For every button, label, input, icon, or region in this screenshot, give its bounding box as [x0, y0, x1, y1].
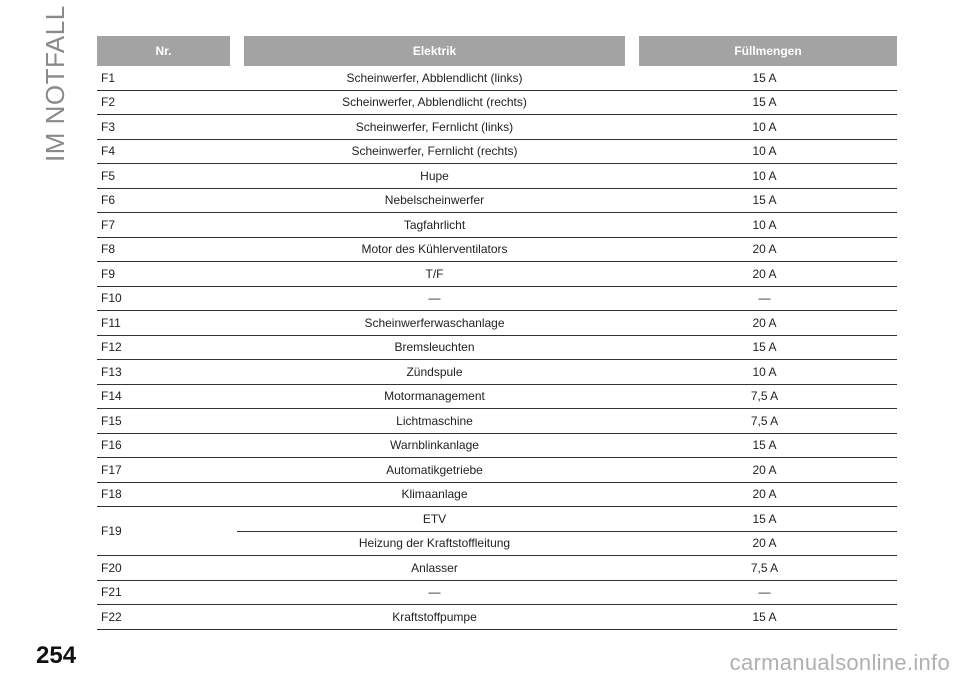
table-row	[97, 139, 897, 164]
cell-fuellmengen: 10 A	[632, 164, 897, 189]
table-row	[97, 482, 897, 507]
cell-elektrik: T/F	[237, 262, 632, 287]
cell-elektrik: Tagfahrlicht	[237, 213, 632, 238]
cell-nr: F20	[97, 556, 237, 581]
cell-elektrik: Warnblinkanlage	[237, 433, 632, 458]
cell-elektrik: Scheinwerferwaschanlage	[237, 311, 632, 336]
cell-fuellmengen: 15 A	[632, 507, 897, 532]
table-row	[97, 262, 897, 287]
watermark: carmanualsonline.info	[729, 650, 950, 675]
cell-fuellmengen: 20 A	[632, 531, 897, 556]
cell-fuellmengen: 10 A	[632, 213, 897, 238]
cell-elektrik: Scheinwerfer, Fernlicht (rechts)	[237, 139, 632, 164]
cell-elektrik: Heizung der Kraftstoffleitung	[237, 531, 632, 556]
cell-fuellmengen: 15 A	[632, 335, 897, 360]
cell-nr: F8	[97, 237, 237, 262]
cell-nr: F3	[97, 115, 237, 140]
cell-nr: F11	[97, 311, 237, 336]
table-row	[97, 433, 897, 458]
cell-elektrik: Scheinwerfer, Abblendlicht (rechts)	[237, 90, 632, 115]
cell-nr: F1	[97, 66, 237, 90]
page-number: 254	[36, 642, 77, 669]
table-row	[97, 213, 897, 238]
cell-elektrik: —	[237, 580, 632, 605]
cell-elektrik: Kraftstoffpumpe	[237, 605, 632, 630]
table-row	[97, 360, 897, 385]
cell-nr: F21	[97, 580, 237, 605]
cell-elektrik: Anlasser	[237, 556, 632, 581]
header-fuellmengen: Füllmengen	[632, 36, 897, 66]
table-row	[97, 188, 897, 213]
fuse-table	[97, 36, 897, 630]
cell-fuellmengen: —	[632, 580, 897, 605]
cell-elektrik: Motormanagement	[237, 384, 632, 409]
header-elektrik: Elektrik	[237, 36, 632, 66]
table-row	[97, 384, 897, 409]
cell-elektrik: Lichtmaschine	[237, 409, 632, 434]
cell-nr: F19	[97, 507, 237, 556]
cell-fuellmengen: —	[632, 286, 897, 311]
cell-fuellmengen: 10 A	[632, 139, 897, 164]
cell-nr: F10	[97, 286, 237, 311]
cell-nr: F9	[97, 262, 237, 287]
cell-nr: F7	[97, 213, 237, 238]
cell-fuellmengen: 20 A	[632, 458, 897, 483]
cell-elektrik: —	[237, 286, 632, 311]
cell-fuellmengen: 15 A	[632, 605, 897, 630]
cell-fuellmengen: 10 A	[632, 360, 897, 385]
cell-fuellmengen: 20 A	[632, 237, 897, 262]
table-row	[97, 605, 897, 630]
cell-nr: F5	[97, 164, 237, 189]
cell-fuellmengen: 15 A	[632, 188, 897, 213]
cell-nr: F6	[97, 188, 237, 213]
cell-fuellmengen: 7,5 A	[632, 384, 897, 409]
table-row	[97, 66, 897, 90]
cell-fuellmengen: 20 A	[632, 311, 897, 336]
cell-elektrik: Scheinwerfer, Fernlicht (links)	[237, 115, 632, 140]
cell-nr: F15	[97, 409, 237, 434]
table-row	[97, 311, 897, 336]
table-row	[97, 237, 897, 262]
cell-nr: F12	[97, 335, 237, 360]
header-nr: Nr.	[97, 36, 237, 66]
cell-elektrik: Bremsleuchten	[237, 335, 632, 360]
table-header	[97, 36, 897, 66]
cell-fuellmengen: 15 A	[632, 90, 897, 115]
cell-elektrik: Motor des Kühlerventilators	[237, 237, 632, 262]
cell-nr: F16	[97, 433, 237, 458]
table-row	[97, 458, 897, 483]
cell-elektrik: Klimaanlage	[237, 482, 632, 507]
cell-nr: F17	[97, 458, 237, 483]
table-row	[97, 164, 897, 189]
table-row	[97, 556, 897, 581]
cell-fuellmengen: 7,5 A	[632, 409, 897, 434]
cell-elektrik: Scheinwerfer, Abblendlicht (links)	[237, 66, 632, 90]
cell-nr: F13	[97, 360, 237, 385]
cell-elektrik: ETV	[237, 507, 632, 532]
cell-fuellmengen: 15 A	[632, 66, 897, 90]
cell-elektrik: Nebelscheinwerfer	[237, 188, 632, 213]
table-row	[97, 580, 897, 605]
cell-nr: F4	[97, 139, 237, 164]
section-title: IM NOTFALL	[40, 5, 70, 162]
cell-fuellmengen: 20 A	[632, 262, 897, 287]
table-row	[97, 286, 897, 311]
cell-nr: F18	[97, 482, 237, 507]
cell-elektrik: Hupe	[237, 164, 632, 189]
cell-elektrik: Zündspule	[237, 360, 632, 385]
cell-fuellmengen: 20 A	[632, 482, 897, 507]
table-row	[97, 507, 897, 532]
cell-nr: F22	[97, 605, 237, 630]
cell-fuellmengen: 7,5 A	[632, 556, 897, 581]
cell-nr: F2	[97, 90, 237, 115]
cell-fuellmengen: 10 A	[632, 115, 897, 140]
cell-elektrik: Automatikgetriebe	[237, 458, 632, 483]
cell-nr: F14	[97, 384, 237, 409]
cell-fuellmengen: 15 A	[632, 433, 897, 458]
table-row	[97, 115, 897, 140]
table-row	[97, 335, 897, 360]
table-row	[97, 409, 897, 434]
table-row	[97, 90, 897, 115]
